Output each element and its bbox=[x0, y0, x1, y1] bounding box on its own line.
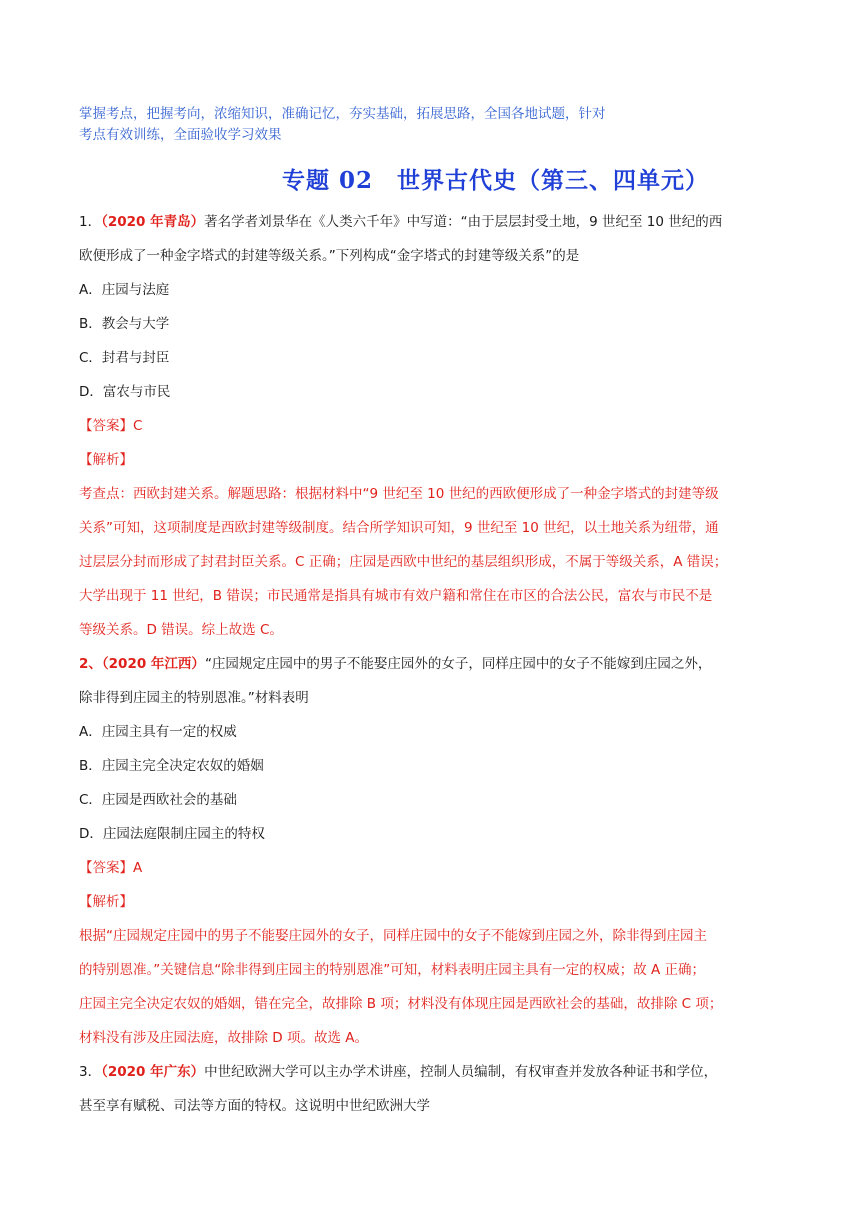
q2-answer bbox=[79, 856, 142, 876]
q1-stem-text: 著名学者刘景华在《人类六千年》中写道：“由于层层封受土地，9 世纪至 10 世纪的西 bbox=[204, 214, 723, 230]
intro-line-1: 掌握考点，把握考向，浓缩知识，准确记忆，夯实基础，拓展思路，全国各地试题，针对 bbox=[79, 106, 606, 122]
q2-analysis-line-2: 的特别恩准。”关键信息“除非得到庄园主的特别恩准”可知，材料表明庄园主具有一定的权威；故 A 正确； bbox=[79, 962, 706, 978]
q3-stem-text: 中世纪欧洲大学可以主办学术讲座，控制人员编制，有权审查并发放各种证书和学位， bbox=[204, 1064, 718, 1080]
q2-option-a: A．庄园主具有一定的权威 bbox=[79, 724, 237, 740]
q1-analysis-label: 【解析】 bbox=[79, 452, 133, 468]
q1-number: 1． bbox=[79, 214, 102, 230]
q1-analysis-line-3: 过层层分封而形成了封君封臣关系。C 正确；庄园是西欧中世纪的基层组织形成，不属于等级关系，A 错误； bbox=[79, 554, 728, 570]
q1-option-a: A．庄园与法庭 bbox=[79, 282, 170, 298]
page-title: 专题 02 世界古代史（第三、四单元） bbox=[282, 167, 710, 194]
q2-option-c: C．庄园是西欧社会的基础 bbox=[79, 792, 237, 808]
q2-analysis-line-3: 庄园主完全决定农奴的婚姻，错在完全，故排除 B 项；材料没有体现庄园是西欧社会的基础，故排除 C 项； bbox=[79, 996, 723, 1012]
q1-option-c: C．封君与封臣 bbox=[79, 350, 170, 366]
q1-answer-label: 【答案】 bbox=[79, 418, 133, 434]
q3-number: 3． bbox=[79, 1064, 102, 1080]
q2-source: （2020 年江西） bbox=[101, 656, 205, 672]
q1-option-d: D．富农与市民 bbox=[79, 384, 171, 400]
q2-number: 2、 bbox=[79, 656, 102, 672]
q1-analysis-line-5: 等级关系。D 错误。综上故选 C。 bbox=[79, 622, 283, 638]
q1-option-b: B．教会与大学 bbox=[79, 316, 170, 332]
intro-text bbox=[79, 104, 699, 146]
q1-analysis-line-2: 关系”可知，这项制度是西欧封建等级制度。结合所学知识可知，9 世纪至 10 世纪，以土地关系为纽带，通 bbox=[79, 520, 719, 536]
q1-source: （2020 年青岛） bbox=[101, 214, 205, 230]
q2-analysis-line-4: 材料没有涉及庄园法庭，故排除 D 项。故选 A。 bbox=[79, 1030, 369, 1046]
q1-analysis-line-4: 大学出现于 11 世纪，B 错误；市民通常是指具有城市有效户籍和常住在市区的合法公民，富农与市民不是 bbox=[79, 588, 713, 604]
q1-answer bbox=[79, 414, 142, 434]
q2-stem-text: “庄园规定庄园中的男子不能娶庄园外的女子，同样庄园中的女子不能嫁到庄园之外， bbox=[204, 656, 712, 672]
q2-stem-line-1 bbox=[79, 652, 711, 672]
q3-stem-line-1 bbox=[79, 1060, 717, 1080]
q3-source: （2020 年广东） bbox=[101, 1064, 205, 1080]
q2-analysis-line-1: 根据“庄园规定庄园中的男子不能娶庄园外的女子，同样庄园中的女子不能嫁到庄园之外，除非得到庄园主 bbox=[79, 928, 707, 944]
q2-stem-line-2: 除非得到庄园主的特别恩准。”材料表明 bbox=[79, 690, 309, 706]
q2-option-b: B．庄园主完全决定农奴的婚姻 bbox=[79, 758, 264, 774]
q1-analysis-line-1: 考查点：西欧封建关系。解题思路：根据材料中“9 世纪至 10 世纪的西欧便形成了一种金字塔式的封建等级 bbox=[79, 486, 719, 502]
q2-analysis-label: 【解析】 bbox=[79, 894, 133, 910]
q2-option-d: D．庄园法庭限制庄园主的特权 bbox=[79, 826, 265, 842]
intro-line-2: 考点有效训练，全面验收学习效果 bbox=[79, 127, 282, 143]
q1-answer-value: C bbox=[133, 418, 143, 434]
q2-answer-value: A bbox=[133, 860, 143, 876]
q1-stem-line-1 bbox=[79, 210, 722, 230]
q3-stem-line-2: 甚至享有赋税、司法等方面的特权。这说明中世纪欧洲大学 bbox=[79, 1098, 430, 1114]
q1-stem-line-2: 欧便形成了一种金字塔式的封建等级关系。”下列构成“金字塔式的封建等级关系”的是 bbox=[79, 248, 580, 264]
q2-answer-label: 【答案】 bbox=[79, 860, 133, 876]
